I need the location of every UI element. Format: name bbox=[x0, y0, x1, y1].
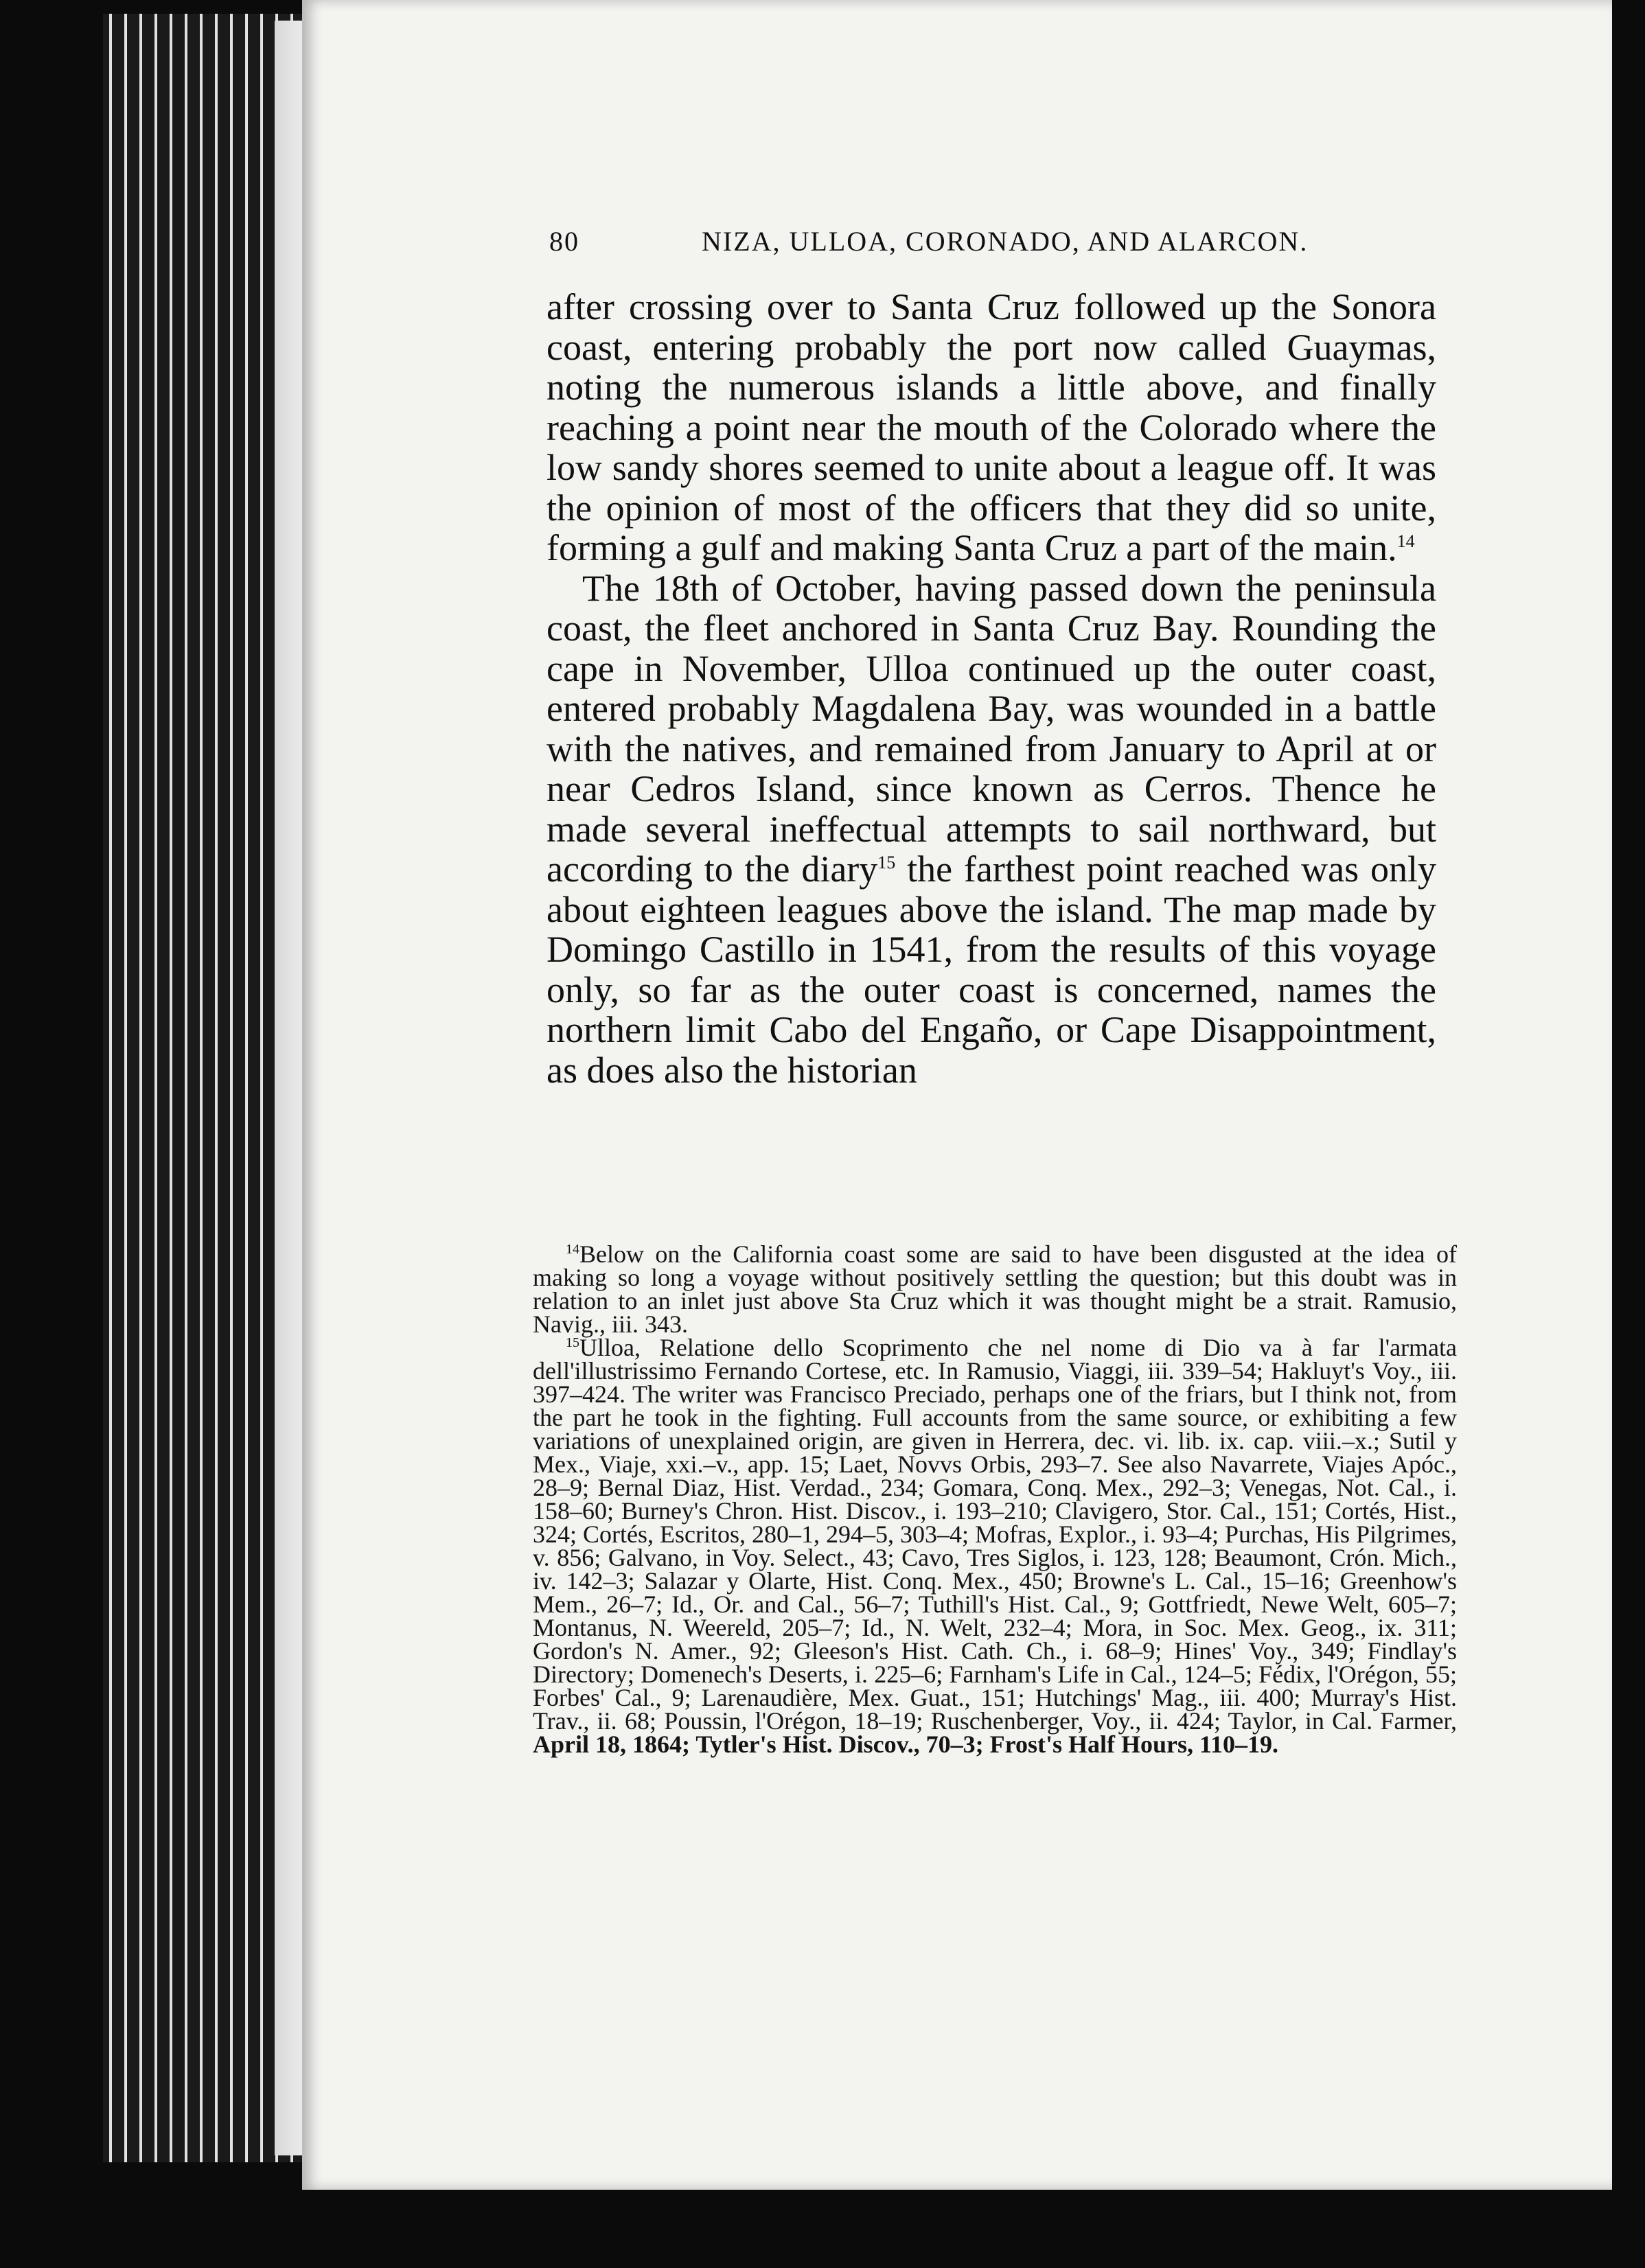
paragraph-2 bbox=[547, 568, 1436, 1091]
footnote-15-number: 15 bbox=[566, 1335, 579, 1350]
footnote-15-tail: April 18, 1864; Tytler's Hist. Discov., 70–3; Frost's Half Hours, 110–19. bbox=[533, 1731, 1278, 1758]
footnote-ref-15: 15 bbox=[877, 853, 896, 872]
paragraph-1 bbox=[547, 287, 1436, 568]
footnotes bbox=[533, 1242, 1457, 1756]
paragraph-1-text: after crossing over to Santa Cruz followed up the Sonora coast, entering probably the port now called Guaymas, noting the numerous islands a little above, and finally reaching a point near the mouth of the Colorado where the low sandy shores seemed to unite about a league off. It was the opinion of most of the officers that they did so unite, forming a gulf and making Santa Cruz a part of the main. bbox=[547, 286, 1436, 568]
footnote-15-text: Ulloa, Relatione dello Scoprimento che nel nome di Dio va à far l'armata dell'illustrissimo Fernando Cortese, etc. In Ramusio, Viaggi, iii. 339–54; Hakluyt's Voy., iii. 397–424. The writer was Francisco Preciado, perhaps one of the friars, but I think not, from the part he took in the fighting. Full accounts from the same source, or exhibiting a few variations of unexplained origin, are given in Herrera, dec. vi. lib. ix. cap. viii.–x.; Sutil y Mex., Viaje, xxi.–v., app. 15; Laet, Novvs Orbis, 293–7. See also Navarrete, Viajes Apóc., 28–9; Bernal Diaz, Hist. Verdad., 234; Gomara, Conq. Mex., 292–3; Venegas, Not. Cal., i. 158–60; Burney's Chron. Hist. Discov., i. 193–210; Clavigero, Stor. Cal., 151; Cortés, Hist., 324; Cortés, Escritos, 280–1, 294–5, 303–4; Mofras, Explor., i. 93–4; Purchas, His Pilgrimes, v. 856; Galvano, in Voy. Select., 43; Cavo, Tres Siglos, i. 123, 128; Beaumont, Crón. Mich., iv. 142–3; Salazar y Olarte, Hist. Conq. Mex., 450; Browne's L. Cal., 15–16; Greenhow's Mem., 26–7; Id., Or. and Cal., 56–7; Tuthill's Hist. Cal., 9; Gottfriedt, Newe Welt, 605–7; Montanus, N. Weereld, 205–7; Id., N. Welt, 232–4; Mora, in Soc. Mex. Geog., ix. 311; Gordon's N. Amer., 92; Gleeson's Hist. Cath. Ch., i. 68–9; Hines' Voy., 349; Findlay's Directory; Domenech's Deserts, i. 225–6; Farnham's Life in Cal., 124–5; Fédix, l'Orégon, 55; Forbes' Cal., 9; Larenaudière, Mex. Guat., 151; Hutchings' Mag., iii. 400; Murray's Hist. Trav., ii. 68; Poussin, l'Orégon, 18–19; Ruschenberger, Voy., ii. 424; Taylor, in Cal. Farmer, bbox=[533, 1334, 1457, 1735]
footnote-14-text: Below on the California coast some are said to have been disgusted at the idea of making so long a voyage without positively settling the question; but this doubt was in relation to an inlet just above Sta Cruz which it was thought might be a strait. Ramusio, Navig., iii. 343. bbox=[533, 1240, 1457, 1338]
body-text bbox=[547, 287, 1436, 1090]
footnote-15 bbox=[533, 1336, 1457, 1756]
page-header bbox=[549, 225, 1346, 266]
page-number: 80 bbox=[549, 226, 579, 257]
paragraph-2-text-a: The 18th of October, having passed down the peninsula coast, the fleet anchored in Santa Cruz Bay. Rounding the cape in November, Ulloa continued up the outer coast, entered probably Magdalena Bay, was wounded in a battle with the natives, and remained from January to April at or near Cedros Island, since known as Cerros. Thence he made several ineffectual attempts to sail northward, but according to the diary bbox=[547, 567, 1436, 890]
footnote-14 bbox=[533, 1242, 1457, 1336]
paragraph-2-text-b: the farthest point reached was only about eighteen leagues above the island. The map made by Domingo Castillo in 1541, from the results of this voyage only, so far as the outer coast is concerned, names the northern limit Cabo del Engaño, or Cape Disappointment, as does also the historian bbox=[547, 848, 1436, 1091]
running-title: NIZA, ULLOA, CORONADO, AND ALARCON. bbox=[702, 226, 1309, 257]
footnote-14-number: 14 bbox=[566, 1242, 579, 1257]
footnote-ref-14: 14 bbox=[1396, 531, 1415, 551]
